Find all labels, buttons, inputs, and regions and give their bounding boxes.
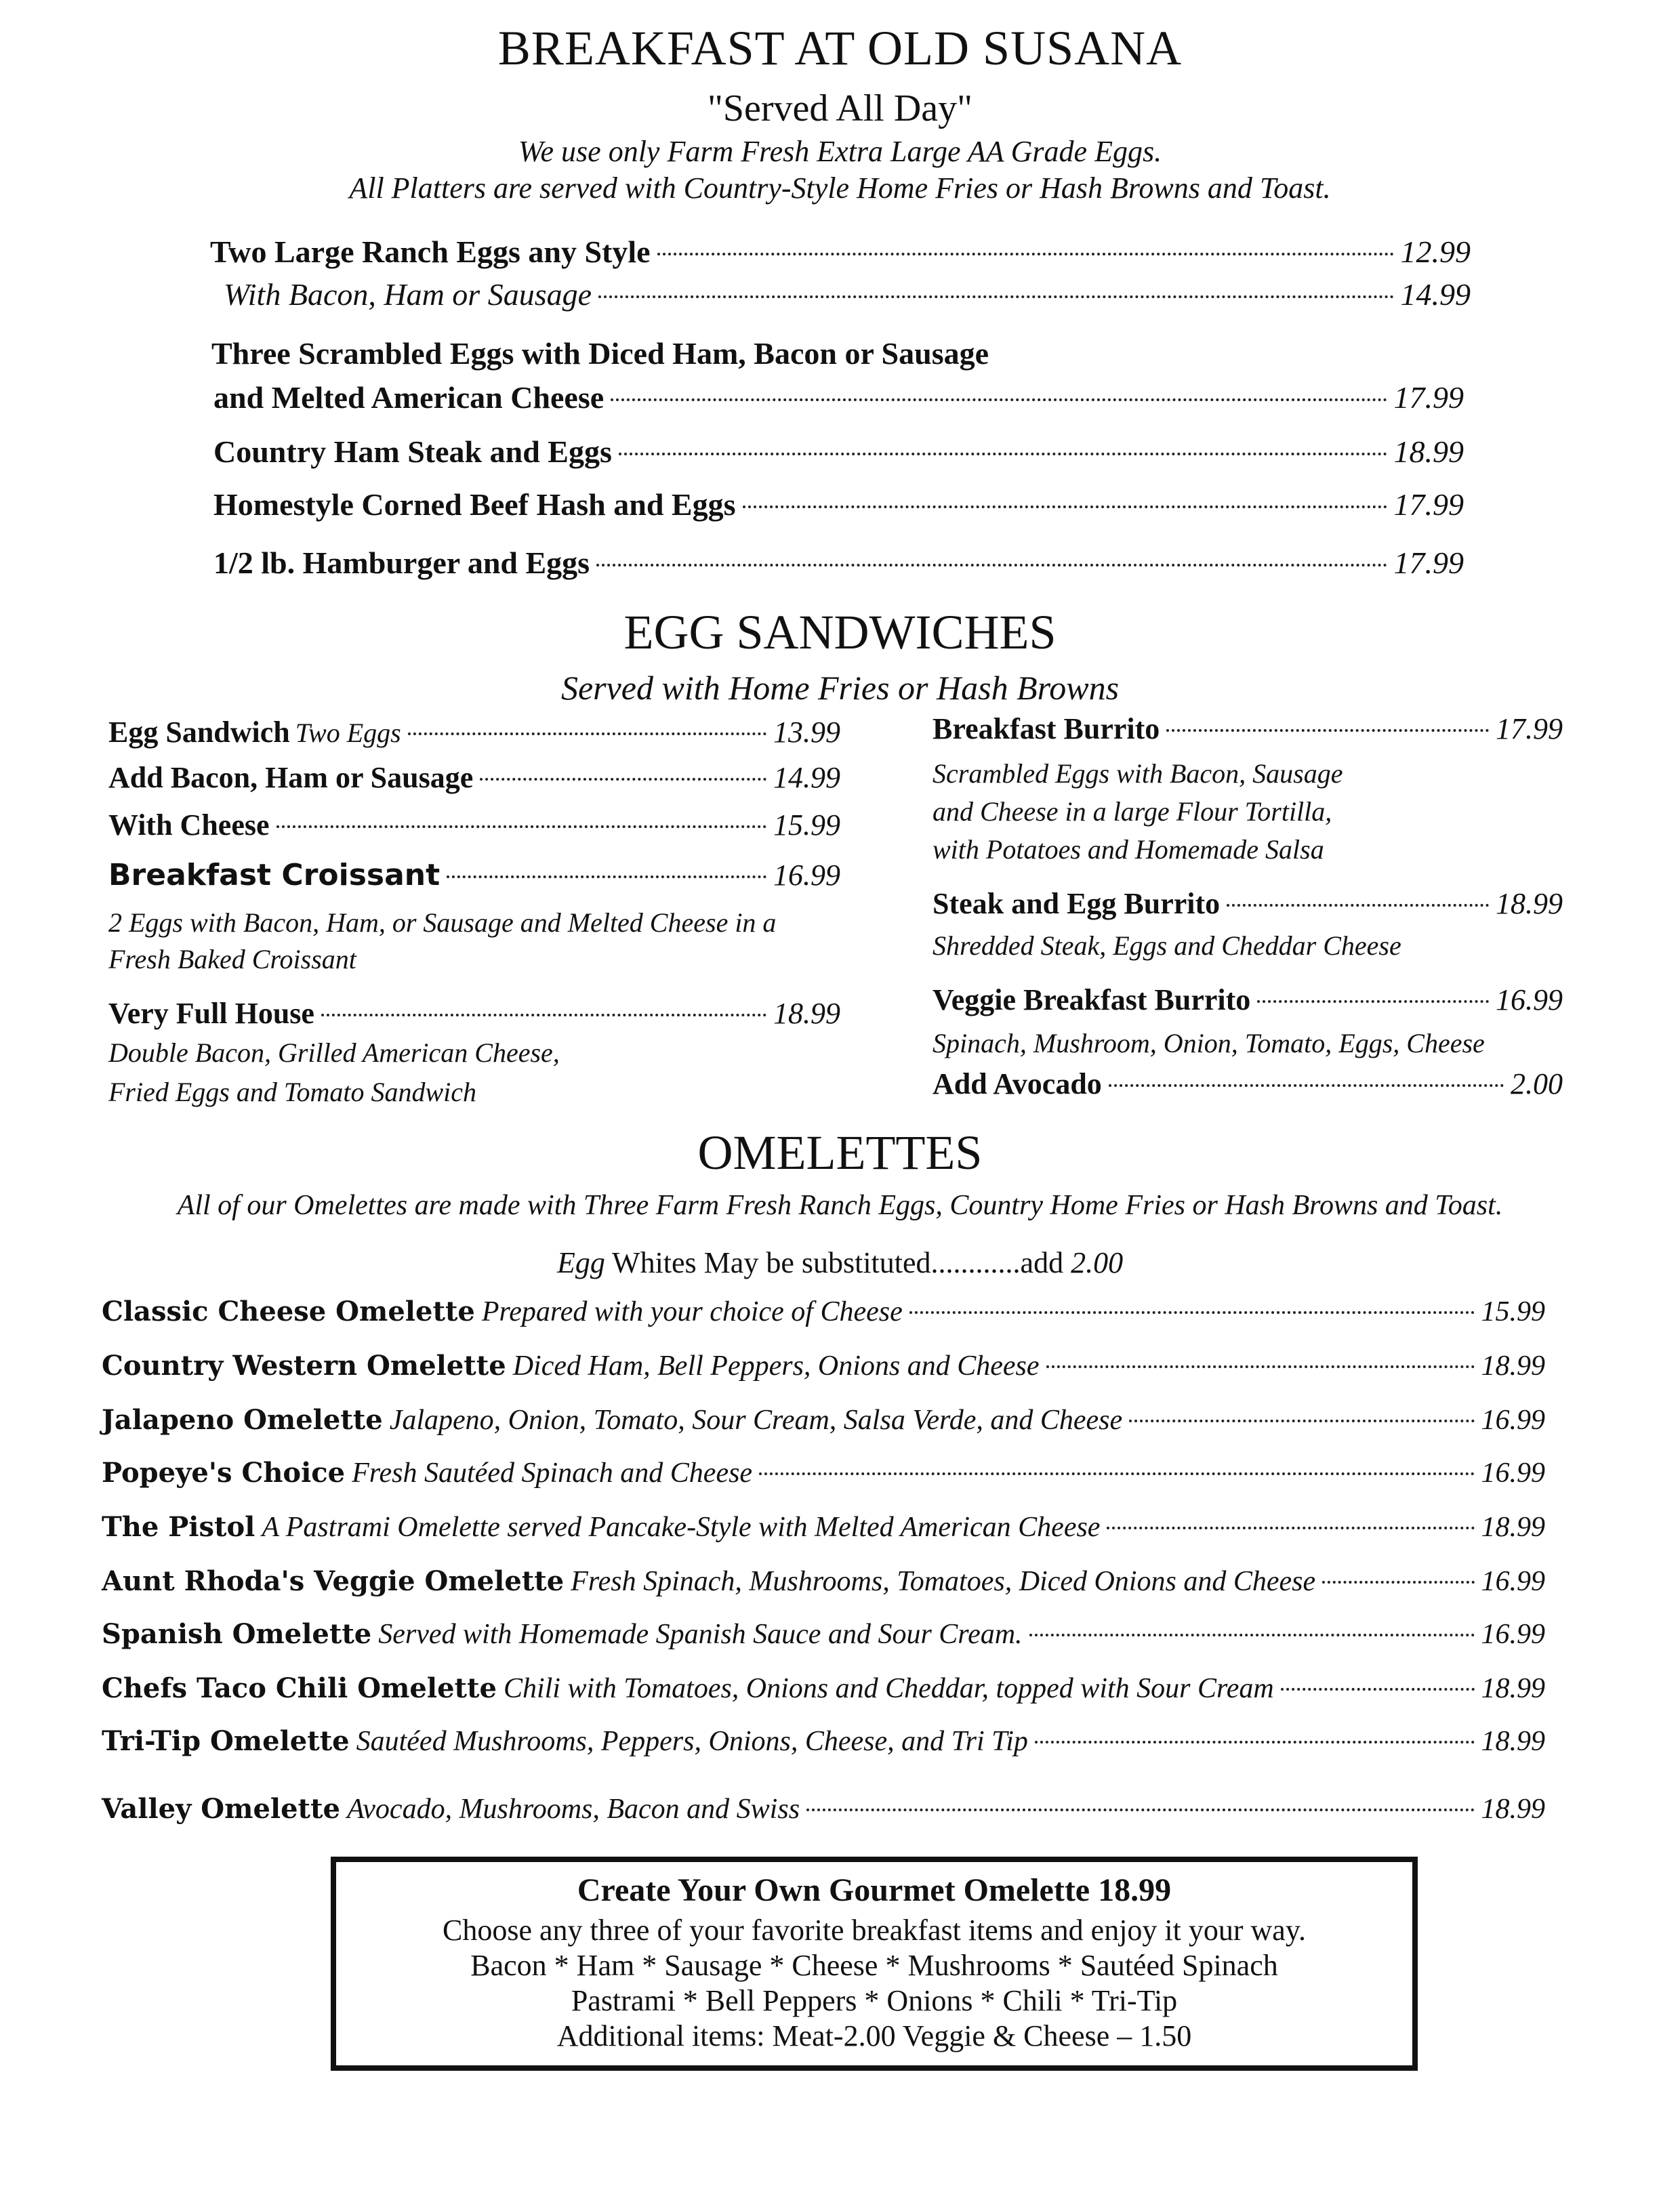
- menu-item: [102, 1404, 1545, 1437]
- item-description: 2 Eggs with Bacon, Ham, or Sausage and Melted Cheese in a: [108, 907, 777, 938]
- create-your-own-line: Bacon * Ham * Sausage * Cheese * Mushrooms * Sautéed Spinach: [470, 1949, 1278, 1982]
- item-price: 18.99: [1481, 1512, 1545, 1543]
- item-price: 18.99: [1481, 1726, 1545, 1757]
- item-price: 17.99: [1393, 487, 1464, 522]
- menu-item: [102, 1725, 1545, 1758]
- item-name: Add Avocado: [933, 1067, 1102, 1100]
- leader-dots: [657, 253, 1394, 255]
- item-description: Chili with Tomatoes, Onions and Cheddar, topped with Sour Cream: [503, 1673, 1274, 1704]
- leader-dots: [596, 564, 1387, 566]
- item-price: 2.00: [1511, 1067, 1563, 1100]
- page-title: BREAKFAST AT OLD SUSANA: [497, 21, 1183, 75]
- item-description: Jalapeno, Onion, Tomato, Sour Cream, Salsa Verde, and Cheese: [389, 1405, 1123, 1436]
- menu-item: [102, 1296, 1545, 1328]
- create-your-own-line: Additional items: Meat-2.00 Veggie & Cheese – 1.50: [556, 2019, 1192, 2052]
- item-price: 18.99: [1481, 1673, 1545, 1704]
- item-name: Breakfast Burrito: [933, 712, 1160, 745]
- menu-item: [108, 858, 840, 892]
- leader-dots: [408, 732, 766, 735]
- menu-item-option: [224, 276, 1471, 312]
- menu-item-option: [933, 1067, 1563, 1101]
- item-price: 12.99: [1400, 234, 1471, 269]
- menu-item: [933, 886, 1563, 921]
- leader-dots: [1109, 1084, 1504, 1087]
- leader-dots: [1166, 729, 1489, 732]
- item-price: 17.99: [1393, 545, 1464, 580]
- menu-item: [213, 487, 1464, 522]
- menu-item: [933, 711, 1563, 746]
- leader-dots: [743, 505, 1387, 508]
- item-description: and Cheese in a large Flour Tortilla,: [933, 796, 1332, 827]
- item-description: Spinach, Mushroom, Onion, Tomato, Eggs, Cheese: [933, 1028, 1485, 1058]
- item-name: Homestyle Corned Beef Hash and Eggs: [213, 487, 736, 522]
- item-name: Add Bacon, Ham or Sausage: [108, 761, 474, 794]
- leader-dots: [1322, 1581, 1474, 1584]
- menu-item-option: [108, 808, 840, 842]
- leader-dots: [1107, 1527, 1474, 1529]
- item-name: Valley Omelette: [102, 1793, 340, 1825]
- item-name: Tri-Tip Omelette: [102, 1725, 350, 1757]
- item-price: 15.99: [773, 808, 840, 842]
- leader-dots: [806, 1809, 1474, 1811]
- item-description: Fresh Spinach, Mushrooms, Tomatoes, Diced Onions and Cheese: [571, 1566, 1316, 1597]
- item-price: 16.99: [1481, 1405, 1545, 1436]
- item-description: Shredded Steak, Eggs and Cheddar Cheese: [933, 930, 1401, 961]
- menu-item: [933, 983, 1563, 1017]
- item-price: 18.99: [1481, 1350, 1545, 1382]
- item-description: A Pastrami Omelette served Pancake-Style with Melted American Cheese: [262, 1512, 1101, 1543]
- menu-item: [210, 234, 1471, 270]
- item-name: 1/2 lb. Hamburger and Eggs: [213, 545, 590, 580]
- item-description: Sautéed Mushrooms, Peppers, Onions, Cheese, and Tri Tip: [356, 1726, 1028, 1757]
- item-price: 14.99: [773, 761, 840, 794]
- served-all-day-subtitle: "Served All Day": [708, 87, 972, 129]
- item-name: Very Full House: [108, 997, 314, 1030]
- item-price: 17.99: [1393, 380, 1464, 415]
- item-name: Breakfast Croissant: [108, 858, 441, 892]
- create-your-own-title: Create Your Own Gourmet Omelette 18.99: [577, 1872, 1172, 1908]
- item-price: 16.99: [773, 859, 840, 892]
- create-your-own-line: Choose any three of your favorite breakfast items and enjoy it your way.: [443, 1914, 1306, 1947]
- item-description: Scrambled Eggs with Bacon, Sausage: [933, 758, 1343, 789]
- menu-item: [213, 434, 1464, 470]
- item-description: Diced Ham, Bell Peppers, Onions and Cheese: [512, 1350, 1040, 1382]
- menu-item: [102, 1793, 1545, 1825]
- menu-item: [108, 715, 840, 749]
- item-price: 16.99: [1481, 1619, 1545, 1650]
- leader-dots: [1281, 1688, 1475, 1691]
- item-name: Country Western Omelette: [102, 1350, 506, 1382]
- item-price: 15.99: [1481, 1296, 1545, 1327]
- item-name: The Pistol: [102, 1511, 255, 1543]
- menu-item: [102, 1565, 1545, 1598]
- item-name-continued: and Melted American Cheese: [213, 380, 605, 415]
- menu-item: [213, 379, 1464, 415]
- item-price: 13.99: [773, 716, 840, 749]
- egg-whites-price: 2.00: [1071, 1246, 1124, 1279]
- leader-dots: [1035, 1741, 1475, 1743]
- leader-dots: [909, 1311, 1475, 1314]
- item-name: Classic Cheese Omelette: [102, 1296, 475, 1327]
- item-description: Avocado, Mushrooms, Bacon and Swiss: [346, 1794, 800, 1825]
- omelettes-note-text: All of our Omelettes are made with Three Farm Fresh Ranch Eggs, Country Home Fries or Hash Browns and Toast.: [177, 1190, 1503, 1221]
- leader-dots: [759, 1472, 1474, 1475]
- leader-dots: [447, 875, 766, 878]
- item-description: Fresh Baked Croissant: [108, 944, 356, 974]
- item-description: Fried Eggs and Tomato Sandwich: [108, 1077, 476, 1107]
- menu-item: [102, 1457, 1545, 1489]
- item-description: Fresh Sautéed Spinach and Cheese: [352, 1458, 753, 1489]
- item-description: Served with Homemade Spanish Sauce and Sour Cream.: [378, 1619, 1023, 1650]
- item-price: 17.99: [1496, 712, 1563, 745]
- item-price: 18.99: [1481, 1794, 1545, 1825]
- item-name: Jalapeno Omelette: [102, 1404, 383, 1436]
- leader-dots: [598, 295, 1393, 298]
- item-description: Prepared with your choice of Cheese: [481, 1296, 903, 1327]
- item-description: with Potatoes and Homemade Salsa: [933, 834, 1324, 865]
- item-name: Two Large Ranch Eggs any Style: [210, 234, 651, 269]
- egg-whites-label: Egg: [556, 1246, 605, 1279]
- platters-note: All Platters are served with Country-Style Home Fries or Hash Browns and Toast.: [349, 171, 1331, 205]
- item-name: Spanish Omelette: [102, 1618, 372, 1650]
- egg-sandwiches-heading: EGG SANDWICHES: [623, 605, 1057, 659]
- leader-dots: [480, 778, 766, 781]
- create-your-own-line: Pastrami * Bell Peppers * Onions * Chili * Tri-Tip: [571, 1984, 1178, 2017]
- leader-dots: [619, 453, 1387, 455]
- menu-item: [102, 1618, 1545, 1651]
- leader-dots: [1029, 1634, 1475, 1636]
- item-name: Chefs Taco Chili Omelette: [102, 1672, 497, 1704]
- menu-item: [102, 1511, 1545, 1544]
- item-name: Egg Sandwich: [108, 716, 290, 749]
- item-price: 18.99: [773, 997, 840, 1030]
- menu-item-option: [108, 760, 840, 795]
- leader-dots: [611, 398, 1387, 401]
- create-your-own-box: [331, 1857, 1418, 2071]
- leader-dots: [1257, 1000, 1489, 1003]
- item-name: With Bacon, Ham or Sausage: [224, 277, 592, 312]
- menu-item: [213, 545, 1464, 581]
- menu-item: [102, 1672, 1545, 1705]
- item-name: Three Scrambled Eggs with Diced Ham, Bacon or Sausage: [211, 336, 989, 371]
- menu-item: [102, 1350, 1545, 1382]
- egg-sandwiches-subtitle: Served with Home Fries or Hash Browns: [560, 669, 1120, 707]
- item-price: 14.99: [1400, 277, 1471, 312]
- omelettes-heading: OMELETTES: [697, 1126, 983, 1180]
- item-name: Aunt Rhoda's Veggie Omelette: [102, 1565, 565, 1597]
- item-name: With Cheese: [108, 808, 270, 842]
- leader-dots: [1227, 904, 1489, 907]
- item-price: 18.99: [1496, 887, 1563, 920]
- item-price: 16.99: [1481, 1458, 1545, 1489]
- leader-dots: [276, 825, 766, 828]
- eggs-note: We use only Farm Fresh Extra Large AA Grade Eggs.: [518, 135, 1162, 168]
- item-price: 16.99: [1481, 1566, 1545, 1597]
- egg-whites-text: Whites May be substituted............add: [612, 1246, 1064, 1279]
- item-name: Country Ham Steak and Eggs: [213, 434, 612, 469]
- item-name: Popeye's Choice: [102, 1457, 346, 1489]
- leader-dots: [1129, 1420, 1474, 1422]
- menu-item: [108, 996, 840, 1031]
- item-price: 16.99: [1496, 983, 1563, 1016]
- item-name: Steak and Egg Burrito: [933, 887, 1221, 920]
- leader-dots: [1046, 1365, 1475, 1368]
- item-description: Double Bacon, Grilled American Cheese,: [108, 1037, 560, 1068]
- omelettes-note: [0, 1187, 1680, 1222]
- leader-dots: [321, 1014, 766, 1016]
- egg-whites-note: [0, 1245, 1680, 1280]
- item-description: Two Eggs: [295, 718, 401, 748]
- item-name: Veggie Breakfast Burrito: [933, 983, 1251, 1016]
- item-price: 18.99: [1393, 434, 1464, 469]
